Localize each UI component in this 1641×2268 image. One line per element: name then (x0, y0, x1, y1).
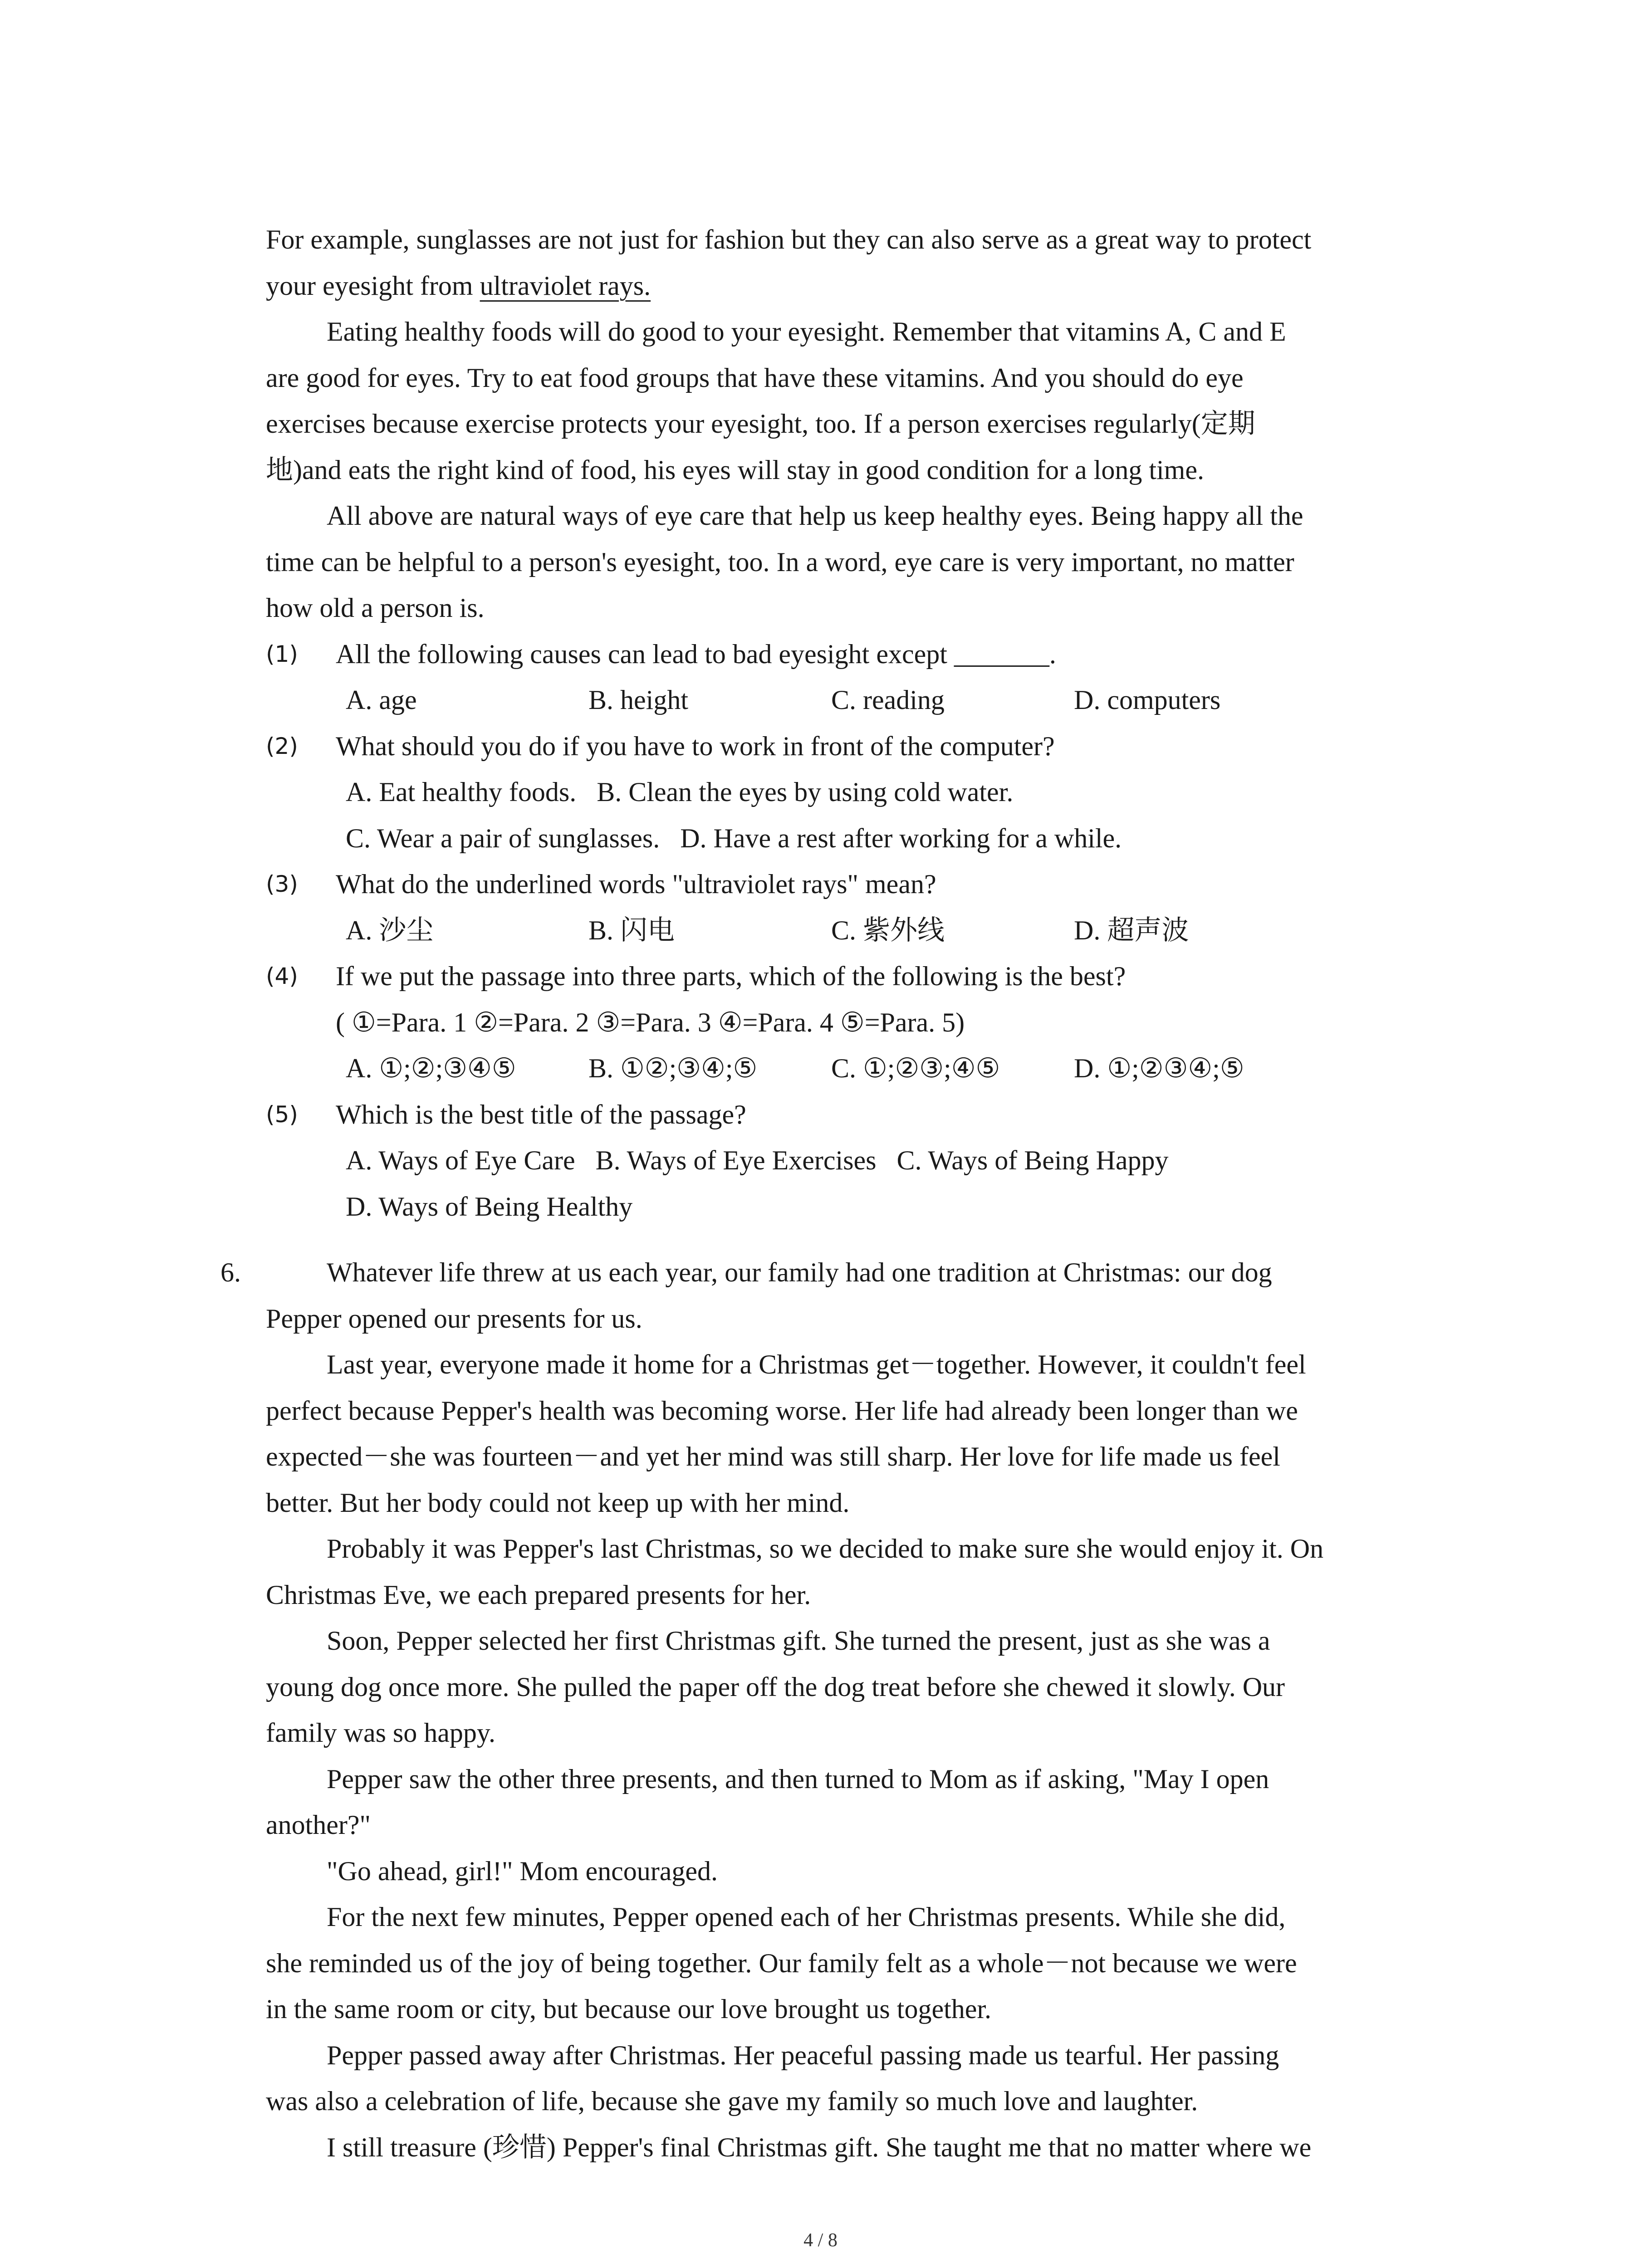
paragraph-line: time can be helpful to a person's eyesight, too. In a word, eye care is very important, no matter (266, 547, 1294, 577)
option-a: A. age (346, 685, 417, 715)
question-text: If we put the passage into three parts, which of the following is the best? (336, 961, 1126, 991)
option-a: A. 沙尘 (346, 915, 434, 945)
question-2-options-line: C. Wear a pair of sunglasses. D. Have a rest after working for a while. (346, 823, 1122, 853)
paragraph-line: better. But her body could not keep up with her mind. (266, 1487, 850, 1518)
paragraph-line: was also a celebration of life, because she gave my family so much love and laughter. (266, 2086, 1198, 2116)
paragraph-line: Last year, everyone made it home for a Christmas get－together. However, it couldn't feel (327, 1349, 1306, 1379)
underlined-phrase: ultraviolet rays. (480, 270, 651, 301)
paragraph-line: For example, sunglasses are not just for fashion but they can also serve as a great way to protect (266, 225, 1312, 254)
question-text: Which is the best title of the passage? (336, 1099, 746, 1129)
question-1-options (266, 677, 1477, 723)
paragraph-line: Pepper opened our presents for us. (266, 1303, 642, 1334)
paragraph-line: Eating healthy foods will do good to your eyesight. Remember that vitamins A, C and E (327, 317, 1286, 347)
option-d: D. computers (1074, 685, 1221, 715)
option-d: D. ①;②③④;⑤ (1074, 1053, 1244, 1083)
option-c: C. ①;②③;④⑤ (831, 1053, 1000, 1083)
option-b: B. 闪电 (588, 915, 675, 945)
paragraph-line: young dog once more. She pulled the paper off the dog treat before she chewed it slowly. Our (266, 1672, 1285, 1702)
option-d: D. 超声波 (1074, 915, 1189, 945)
paragraph-line: All above are natural ways of eye care that help us keep healthy eyes. Being happy all the (327, 501, 1303, 531)
question-5 (266, 1092, 1477, 1138)
paragraph-line: another?" (266, 1810, 371, 1840)
paragraph-line: perfect because Pepper's health was becoming worse. Her life had already been longer than we (266, 1395, 1298, 1426)
question-5-options-line: A. Ways of Eye Care B. Ways of Eye Exercises C. Ways of Being Happy (346, 1145, 1169, 1175)
paragraph-line: 地)and eats the right kind of food, his eyes will stay in good condition for a long time. (266, 455, 1204, 485)
paragraph-line: Probably it was Pepper's last Christmas, so we decided to make sure she would enjoy it. On (327, 1534, 1324, 1564)
option-c: C. reading (831, 685, 945, 715)
question-2 (266, 723, 1477, 770)
question-text: What should you do if you have to work in front of the computer? (336, 731, 1055, 761)
paragraph-line: Pepper saw the other three presents, and then turned to Mom as if asking, "May I open (327, 1764, 1269, 1794)
page-number: 4 / 8 (803, 2230, 838, 2251)
question-4-options (266, 1046, 1477, 1092)
question-3-options (266, 908, 1477, 954)
question-4-key: ( ①=Para. 1 ②=Para. 2 ③=Para. 3 ④=Para. 4 ⑤=Para. 5) (336, 1007, 965, 1037)
paragraph-line: how old a person is. (266, 593, 485, 623)
paragraph-line: Christmas Eve, we each prepared presents for her. (266, 1579, 811, 1610)
question-number: (2) (266, 733, 298, 759)
item-number: 6. (220, 1257, 241, 1287)
text-span: Whatever life threw at us each year, our family had one tradition at Christmas: our dog (327, 1257, 1272, 1287)
question-3 (266, 861, 1477, 908)
option-b: B. height (588, 685, 688, 715)
question-number: (1) (266, 640, 298, 667)
text-span: your eyesight from (266, 270, 480, 301)
paragraph-line: For the next few minutes, Pepper opened each of her Christmas presents. While she did, (327, 1902, 1286, 1932)
section-gap (266, 1230, 1477, 1250)
option-b: B. ①②;③④;⑤ (588, 1053, 758, 1083)
paragraph-line: exercises because exercise protects your eyesight, too. If a person exercises regularly(定期 (266, 409, 1255, 439)
question-text: What do the underlined words "ultraviolet rays" mean? (336, 869, 936, 899)
paragraph-line: family was so happy. (266, 1718, 496, 1748)
paragraph-line: she reminded us of the joy of being together. Our family felt as a whole－not because we were (266, 1948, 1297, 1978)
paragraph-line (220, 1250, 1477, 1296)
question-number: (3) (266, 871, 298, 897)
document-page (220, 217, 1477, 2170)
paragraph-line: in the same room or city, but because our love brought us together. (266, 1994, 992, 2024)
paragraph-line: Soon, Pepper selected her first Christmas gift. She turned the present, just as she was a (327, 1626, 1270, 1656)
paragraph-line: are good for eyes. Try to eat food groups that have these vitamins. And you should do eye (266, 362, 1244, 393)
paragraph-line: "Go ahead, girl!" Mom encouraged. (327, 1856, 718, 1886)
paragraph-line: I still treasure (珍惜) Pepper's final Christmas gift. She taught me that no matter where we (327, 2132, 1312, 2162)
option-c: C. 紫外线 (831, 915, 945, 945)
paragraph-line (266, 263, 1477, 309)
question-number: (4) (266, 963, 298, 989)
question-4 (266, 953, 1477, 1000)
question-number: (5) (266, 1101, 298, 1128)
option-a: A. ①;②;③④⑤ (346, 1053, 516, 1083)
paragraph-line: Pepper passed away after Christmas. Her peaceful passing made us tearful. Her passing (327, 2040, 1279, 2070)
question-5-options-line: D. Ways of Being Healthy (346, 1191, 633, 1222)
paragraph-line: expected－she was fourteen－and yet her mind was still sharp. Her love for life made us feel (266, 1442, 1280, 1471)
question-2-options-line: A. Eat healthy foods. B. Clean the eyes by using cold water. (346, 777, 1014, 807)
question-1 (266, 631, 1477, 678)
question-text: All the following causes can lead to bad eyesight except _______. (336, 639, 1056, 669)
